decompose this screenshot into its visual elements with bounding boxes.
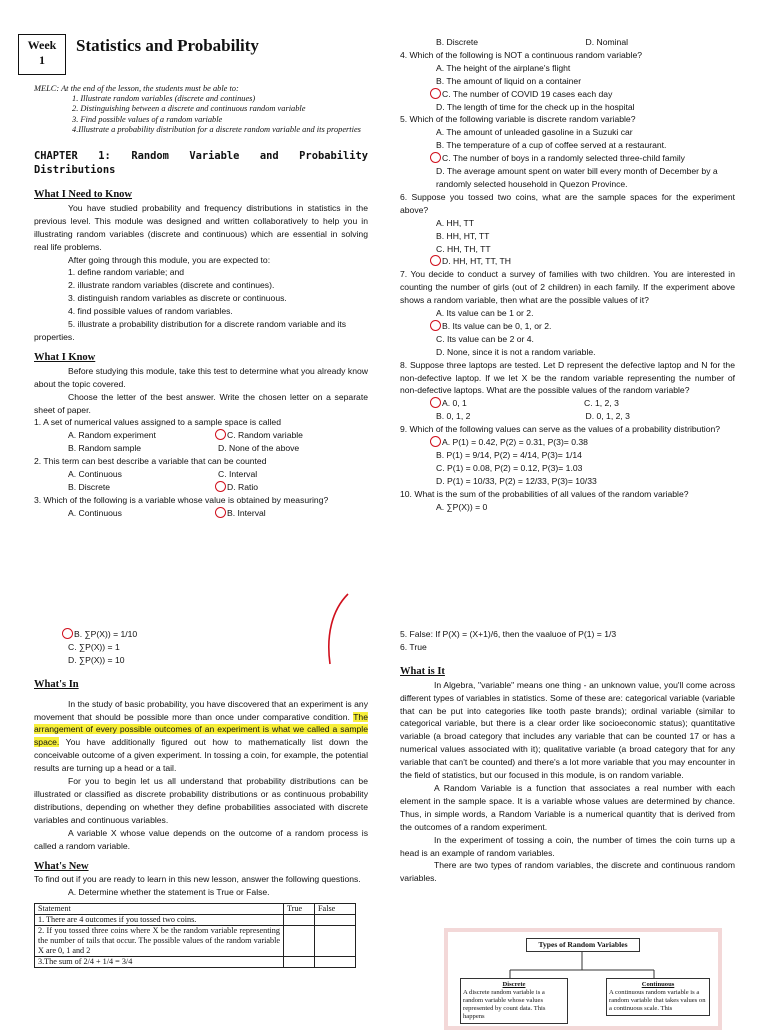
option: A. HH, TT (436, 217, 475, 228)
option-text: C. The number of boys in a randomly selected three-child family (442, 153, 685, 164)
option-text: C. Random variable (227, 430, 303, 441)
table-row (35, 915, 356, 926)
option: D. Nominal (585, 37, 629, 47)
melc-item: 4.Illustrate a probability distribution for a discrete random variable and its properties (72, 124, 361, 134)
question-1: 1. A set of numerical values assigned to a sample space is called (34, 417, 281, 428)
text: In the study of basic probability, you have discovered that an experiment is any movement that should be possible more than once under comparative condition. (34, 698, 368, 722)
table-header-row (35, 904, 356, 915)
discrete-text: A discrete random variable is a random variable whose values represented by count data. This happens (463, 989, 546, 1020)
option-text: D. Ratio (227, 481, 259, 492)
true-cell[interactable] (284, 926, 315, 957)
option: B. HH, HT, TT (436, 230, 490, 241)
question-4: 4. Which of the following is NOT a continuous random variable? (400, 49, 643, 60)
q8-options-row (400, 410, 735, 423)
know-p2: Choose the letter of the best answer. Write the chosen letter on a separate sheet of paper. (34, 391, 368, 415)
right-column-bottom (400, 628, 735, 885)
whats-new-p1: To find out if you are ready to learn in this new lesson, answer the following questions. (34, 874, 361, 885)
answer-circle-icon (430, 320, 441, 331)
option: C. P(1) = 0.08, P(2) = 0.12, P(3)= 1.03 (436, 462, 583, 473)
continuous-box (606, 978, 710, 1016)
option: A. Continuous (68, 507, 122, 518)
option: B. Discrete (68, 481, 111, 492)
option: B. P(1) = 9/14, P(2) = 4/14, P(3)= 1/14 (436, 450, 582, 460)
option-text: A. 0, 1 (442, 398, 467, 409)
answer-circle-icon (215, 429, 226, 440)
need-to-know-heading: What I Need to Know (34, 189, 133, 201)
option-circled (34, 628, 368, 641)
table-header: Statement (35, 904, 284, 915)
q2-options-row (34, 468, 368, 481)
tf-answer-5: 5. False: If P(X) = (X+1)/6, then the vaaluoe of P(1) = 1/3 (400, 629, 617, 639)
option: A. The height of the airplane's flight (436, 62, 571, 73)
table-row (35, 926, 356, 957)
answer-circle-icon (430, 88, 441, 99)
q3-options-cont (400, 36, 735, 49)
whats-in-heading: What's In (34, 678, 79, 690)
option: A. ∑P(X)) = 0 (436, 501, 488, 512)
option-text: D. HH, HT, TT, TH (442, 256, 511, 267)
table-cell: 3.The sum of 2/4 + 1/4 = 3/4 (35, 957, 284, 968)
objective-item: 1. define random variable; and (68, 267, 185, 278)
text: You have additionally figured out how to mathematically list down the conceivable outcome of a given experiment. In tossing a coin, for example, the potential results are turning up a head or a tail. (34, 737, 368, 774)
melc-item: 2. Distinguishing between a discrete and continuous random variable (72, 104, 306, 114)
option: A. Random experiment (68, 430, 156, 441)
whats-new-instr: A. Determine whether the statement is True or False. (68, 887, 270, 898)
option: D. The length of time for the check up in the hospital (436, 101, 635, 112)
continuous-title: Continuous (641, 981, 675, 988)
whats-new-heading: What's New (34, 860, 89, 872)
melc (34, 84, 368, 135)
option: B. The amount of liquid on a container (436, 75, 582, 86)
false-cell[interactable] (315, 926, 356, 957)
what-i-know-heading: What I Know (34, 351, 96, 363)
option: A. Its value can be 1 or 2. (436, 308, 534, 319)
option-circled (400, 152, 735, 165)
true-cell[interactable] (284, 957, 315, 968)
option: C. Interval (218, 469, 258, 480)
left-column (34, 84, 368, 520)
option-text: C. The number of COVID 19 cases each day (442, 88, 613, 99)
what-is-it-heading: What is It (400, 665, 445, 677)
option-circled (400, 88, 735, 101)
answer-circle-icon (430, 152, 441, 163)
whats-in-p2: For you to begin let us all understand that probability distributions can be illustrated or classified as discrete probability distributions or as continuous probability distributions, depending on whether they define probabilities associated with discrete variables and continuous variables. (34, 776, 368, 825)
discrete-box (460, 978, 568, 1024)
objective-item: 5. illustrate a probability distribution for a discrete random variable and its properties. (34, 319, 347, 342)
option: D. None, since it is not a random variable. (436, 346, 596, 357)
objective-item: 2. illustrate random variables (discrete and continues). (68, 280, 275, 291)
false-cell[interactable] (315, 957, 356, 968)
q1-options-row (34, 442, 368, 455)
melc-item: 3. Find possible values of a random variable (72, 114, 223, 124)
q8-options-row (400, 397, 735, 410)
option: C. 1, 2, 3 (584, 398, 619, 409)
q3-options-row (34, 507, 368, 520)
true-cell[interactable] (284, 915, 315, 926)
whats-in-p3: A variable X whose value depends on the outcome of a random process is called a random variable. (34, 827, 368, 851)
objective-item: 3. distinguish random variables as discrete or continuous. (68, 293, 287, 304)
option-circled (433, 397, 584, 410)
need-to-know-p1: You have studied probability and frequency distributions in statistics in the previous level. This module was designed and written collaboratively to help you in illustrating random variables (discrete and continuous) which are essential in solving real life problems. (34, 202, 368, 252)
answer-circle-icon (215, 481, 226, 492)
table-row (35, 957, 356, 968)
objective-item: 4. find possible values of random variables. (68, 306, 233, 317)
table-cell: 1. There are 4 outcomes if you tossed two coins. (35, 915, 284, 926)
answer-circle-icon (62, 628, 73, 639)
question-3: 3. Which of the following is a variable whose value is obtained by measuring? (34, 494, 329, 505)
right-column (400, 36, 735, 514)
continuous-text: A continuous random variable is a random variable that takes values on a continuous scale. This (609, 989, 706, 1012)
melc-item: 1. Illustrate random variables (discrete and continues) (72, 94, 256, 104)
option-circled (218, 481, 368, 494)
random-variable-types-diagram (444, 928, 722, 1030)
option: B. Random sample (68, 443, 142, 454)
option: D. The average amount spent on water bill every month of December by a randomly selected household in Quezon Province. (436, 166, 718, 189)
option-circled (218, 429, 368, 442)
highlighted-text: The arrangement of every possible outcomes of an experiment is what we called a sample space. (34, 711, 368, 748)
option-circled (400, 320, 735, 333)
answer-circle-icon (430, 255, 441, 266)
week-number: 1 (39, 53, 45, 67)
question-5: 5. Which of the following variable is discrete random variable? (400, 114, 636, 125)
question-8: 8. Suppose three laptops are tested. Let D represent the defective laptop and N for the non-defective laptop. If we let X be the random variable representing the number of non-defective laptops. What are the possible values of the random variable? (400, 359, 735, 396)
option-text: B. Its value can be 0, 1, or 2. (442, 320, 552, 331)
option: D. None of the above (218, 443, 300, 454)
need-to-know-p2: After going through this module, you are expected to: (68, 254, 271, 265)
option: D. ∑P(X)) = 10 (68, 654, 125, 665)
know-p1: Before studying this module, take this test to determine what you already know about the topic covered. (34, 365, 368, 389)
what-is-it-p4: There are two types of random variables, the discrete and continuous random variables. (400, 860, 735, 884)
option-circled (400, 255, 735, 268)
option: B. 0, 1, 2 (436, 411, 471, 422)
melc-intro: MELC: At the end of the lesson, the students must be able to: (34, 84, 239, 93)
option-text: B. Interval (227, 507, 266, 518)
what-is-it-p1: In Algebra, "variable" means one thing - an unknown value, you'll come across different types of variables in statistics. Some of these are: categorical variable (variable that can be put into categories like tooth paste brands); ordinal variable (similar to categorical variable, but there is a clear order like socioeconomic status); quantitative variable (a broad category that includes any variable that can be counted 17 or has a numerical values associated with it); qualitative variable (a broad category that for any variable that can't be counted) and there's a lot more variable that you may encounter in the field of statistics, but our focused in this module, is on random variable. (400, 679, 735, 781)
left-column-bottom (34, 628, 368, 968)
week-box (18, 34, 66, 75)
tf-answer-6: 6. True (400, 641, 427, 652)
option: B. Discrete (436, 37, 479, 47)
question-2: 2. This term can best describe a variable that can be counted (34, 456, 267, 467)
q1-options-row (34, 429, 368, 442)
option: D. P(1) = 10/33, P(2) = 12/33, P(3)= 10/33 (436, 475, 597, 486)
what-is-it-p2: A Random Variable is a function that associates a real number with each element in the sample space. It is a variable whose values are determined by chance. Thus, in simple words, a Random Variable is a numerical quantity that is derived from the outcomes of a random experiment. (400, 782, 735, 832)
discrete-title: Discrete (502, 981, 526, 988)
option-text: A. P(1) = 0.42, P(2) = 0.31, P(3)= 0.38 (442, 437, 588, 448)
answer-circle-icon (430, 397, 441, 408)
question-7: 7. You decide to conduct a survey of families with two children. You are interested in counting the number of girls (out of 2 children) in each family. If the experiment above shows a random variable, then what are the possible values of it? (400, 269, 735, 306)
chapter-heading: CHAPTER 1: Random Variable and Probability Distributions (34, 150, 368, 177)
answer-circle-icon (430, 436, 441, 447)
option: C. Its value can be 2 or 4. (436, 333, 534, 344)
question-10: 10. What is the sum of the probabilities of all values of the random variable? (400, 488, 689, 499)
table-header: False (315, 904, 356, 915)
table-cell: 2. If you tossed three coins where X be the random variable representing the number of tails that occur. The possible values of the random variable X are 0, 1 and 2 (35, 926, 284, 957)
whats-in-p1 (34, 698, 368, 775)
option: C. HH, TH, TT (436, 243, 491, 254)
question-9: 9. Which of the following values can serve as the values of a probability distribution? (400, 424, 721, 435)
week-label: Week (27, 38, 57, 52)
question-6: 6. Suppose you tossed two coins, what are the sample spaces for the experiment above? (400, 191, 735, 215)
what-is-it-p3: In the experiment of tossing a coin, the number of times the coin turns up a head is an example of random variables. (400, 834, 735, 858)
true-false-table (34, 903, 356, 968)
page-title: Statistics and Probability (76, 36, 259, 55)
option-text: B. ∑P(X)) = 1/10 (74, 629, 138, 639)
option: D. 0, 1, 2, 3 (585, 411, 630, 422)
option: A. The amount of unleaded gasoline in a Suzuki car (436, 127, 633, 138)
answer-circle-icon (215, 507, 226, 518)
option-circled (218, 507, 368, 520)
option: B. The temperature of a cup of coffee served at a restaurant. (436, 140, 667, 151)
option: C. ∑P(X)) = 1 (68, 641, 120, 652)
diagram-title: Types of Random Variables (526, 938, 640, 952)
option: A. Continuous (68, 469, 122, 480)
false-cell[interactable] (315, 915, 356, 926)
option-circled (400, 436, 735, 449)
table-header: True (284, 904, 315, 915)
q2-options-row (34, 481, 368, 494)
